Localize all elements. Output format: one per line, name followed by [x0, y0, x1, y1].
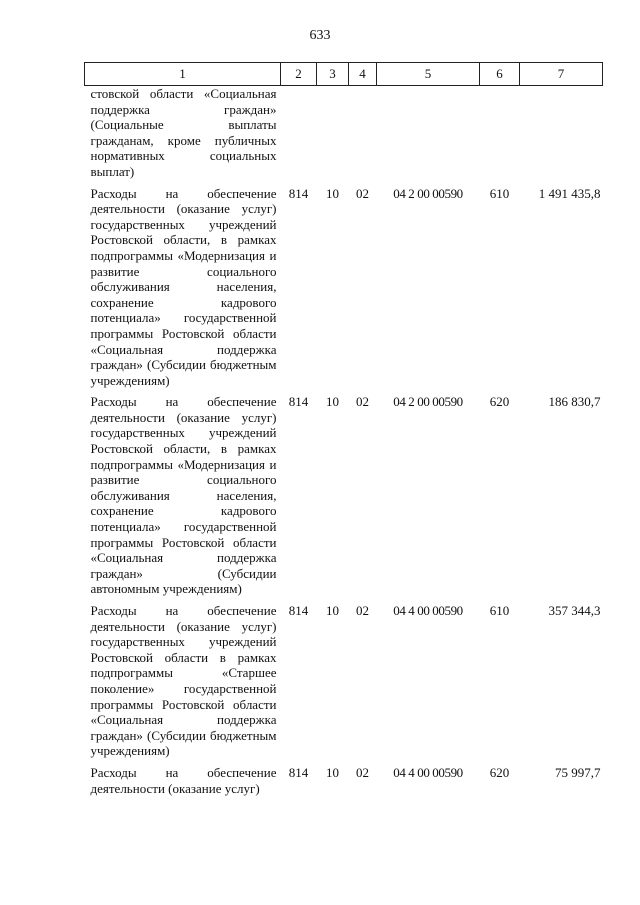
row-section-code: 10	[326, 394, 339, 410]
row-expense-type: 620	[489, 394, 510, 410]
page-number: 633	[309, 28, 331, 43]
row-expense-type: 620	[489, 764, 510, 780]
row-section-code: 10	[326, 764, 339, 780]
header-col-3: 3	[317, 63, 349, 86]
header-col-4: 4	[349, 63, 377, 86]
row-ministry-code: 814	[288, 764, 309, 780]
row-expense-type: 610	[489, 185, 510, 201]
row-description: Расходы на обеспечение деятельности (оказание услуг) государственных учреждений Ростовской области, в рамках подпрограммы «Модернизация и развитие социального обслуживания населения, сохранение кадрового потенциала» государственной программы Ростовской области «Социальная поддержка граждан» (Субсидии бюджетным учреждениям)	[90, 185, 277, 388]
row-subsection-code: 02	[356, 603, 369, 618]
row-amount: 186 830,7	[548, 394, 601, 410]
row-target-code: 04 4 00 00590	[393, 603, 463, 618]
row-amount: 75 997,7	[555, 764, 601, 780]
row-ministry-code: 814	[288, 394, 309, 410]
row-description: Расходы на обеспечение деятельности (оказание услуг)	[90, 764, 277, 796]
header-col-5: 5	[377, 63, 480, 86]
row-subsection-code: 02	[356, 185, 369, 201]
header-col-7: 7	[520, 63, 603, 86]
table-row	[85, 765, 603, 796]
row-target-code: 04 4 00 00590	[393, 764, 463, 780]
header-col-6: 6	[480, 63, 520, 86]
table-row	[85, 186, 603, 389]
row-subsection-code: 02	[356, 764, 369, 780]
row-section-code: 10	[326, 185, 339, 201]
budget-table	[84, 62, 603, 796]
row-amount: 357 344,3	[548, 603, 601, 618]
row-subsection-code: 02	[356, 394, 369, 410]
row-amount: 1 491 435,8	[538, 185, 601, 201]
continuation-text: стовской области «Социальная поддержка граждан» (Социальные выплаты гражданам, кроме публичных нормативных социальных выплат)	[90, 86, 277, 179]
header-col-2: 2	[281, 63, 317, 86]
row-target-code: 04 2 00 00590	[393, 394, 463, 410]
table-row	[85, 603, 603, 759]
continuation-row	[85, 86, 603, 180]
header-col-1: 1	[85, 63, 281, 86]
table-header-row	[85, 63, 603, 86]
table-row	[85, 394, 603, 597]
row-section-code: 10	[326, 603, 339, 618]
row-expense-type: 610	[489, 603, 510, 618]
row-target-code: 04 2 00 00590	[393, 185, 463, 201]
row-description: Расходы на обеспечение деятельности (оказание услуг) государственных учреждений Ростовской области, в рамках подпрограммы «Модернизация и развитие социального обслуживания населения, сохранение кадрового потенциала» государственной программы Ростовской области «Социальная поддержка граждан» (Субсидии автономным учреждениям)	[90, 394, 277, 597]
row-ministry-code: 814	[288, 603, 309, 618]
row-ministry-code: 814	[288, 185, 309, 201]
row-description: Расходы на обеспечение деятельности (оказание услуг) государственных учреждений Ростовской области в рамках подпрограммы «Старшее поколение» государственной программы Ростовской области «Социальная поддержка граждан» (Субсидии бюджетным учреждениям)	[90, 603, 277, 759]
